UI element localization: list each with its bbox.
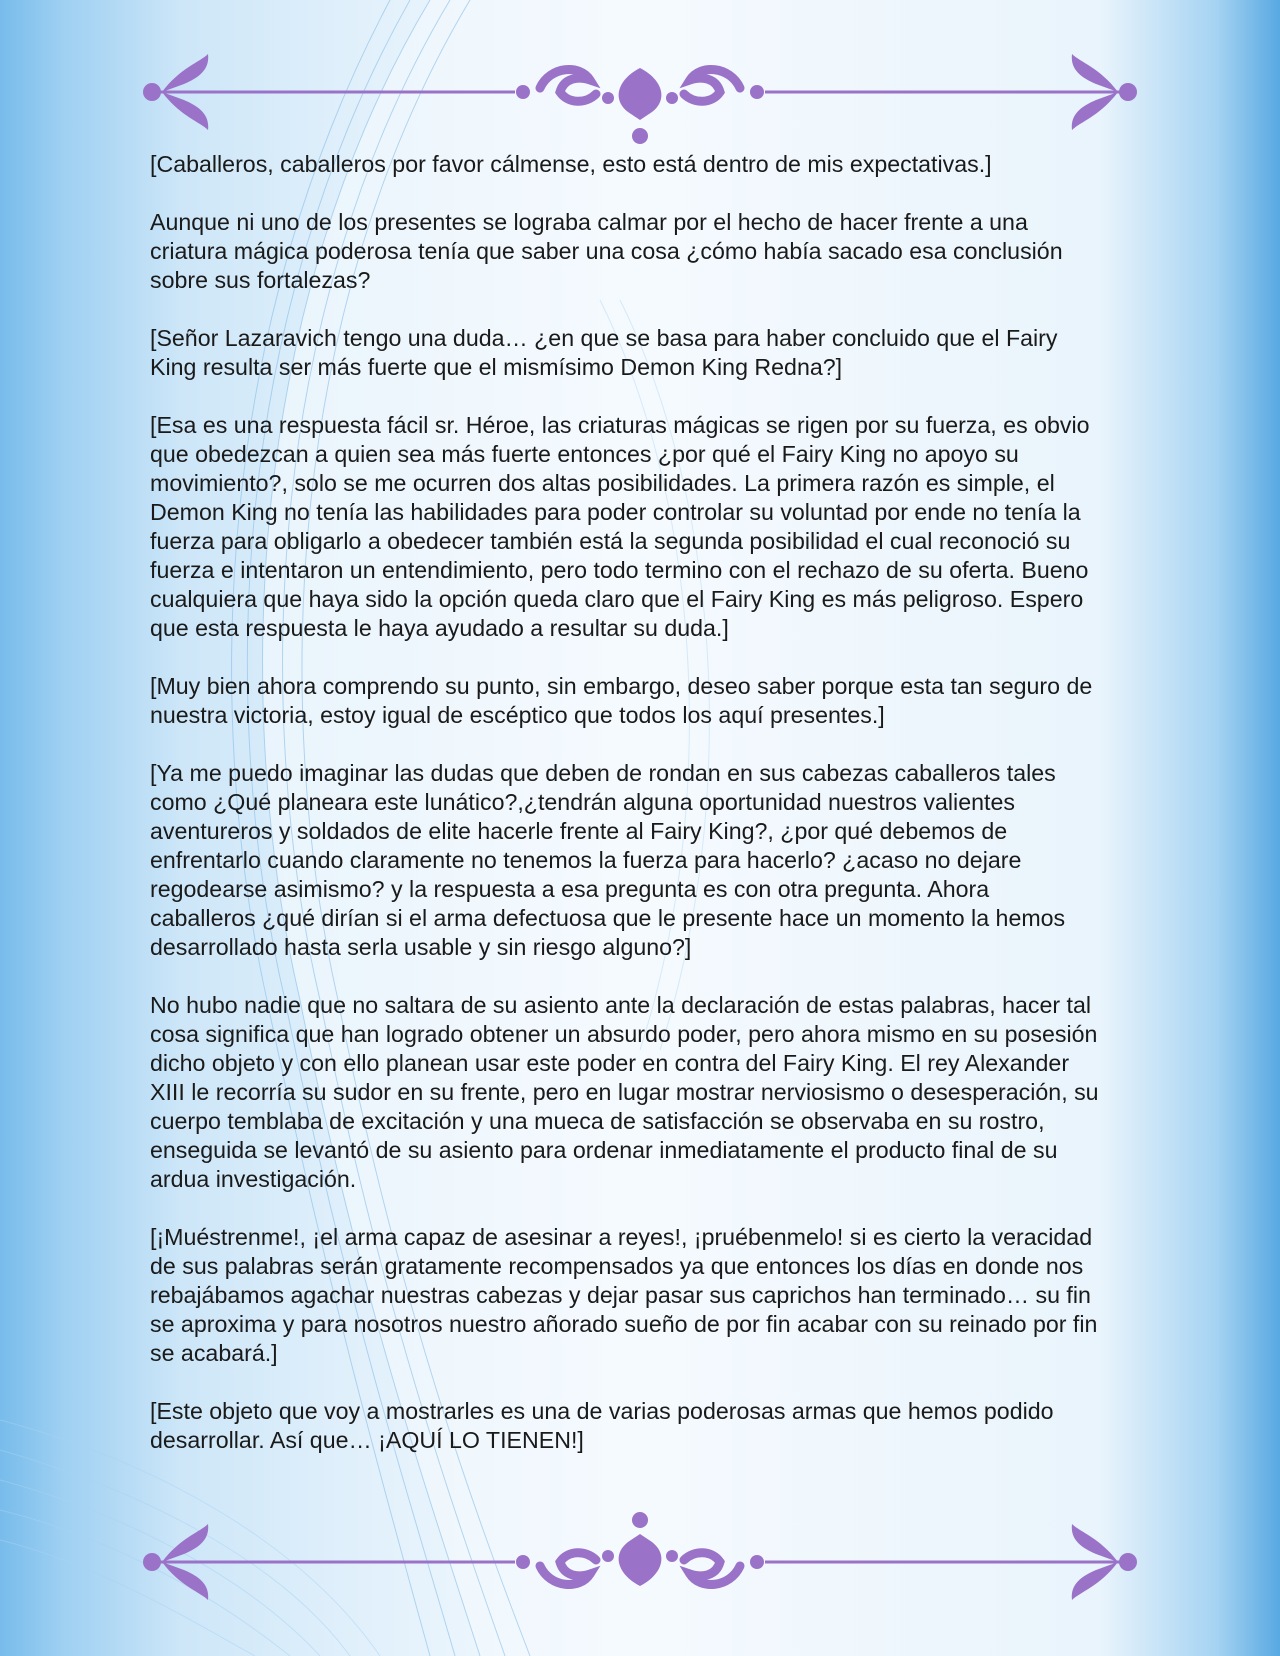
top-ornament-divider-icon: [140, 48, 1140, 148]
paragraph: [Ya me puedo imaginar las dudas que deben de rondan en sus cabezas caballeros tales como ¿Qué planeara este lunático?,¿tendrán alguna oportunidad nuestros valientes aventureros y soldados de elite hacerle frente al Fairy King?, ¿por qué debemos de enfrentarlo cuando claramente no tenemos la fuerza para hacerlo? ¿acaso no dejare regodearse asimismo? y la respuesta a esa pregunta es con otra pregunta. Ahora caballeros ¿qué dirían si el arma defectuosa que le presente hace un momento la hemos desarrollado hasta serla usable y sin riesgo alguno?]: [150, 760, 1066, 960]
bottom-ornament-divider-icon: [140, 1508, 1140, 1608]
paragraph: [¡Muéstrenme!, ¡el arma capaz de asesinar a reyes!, ¡pruébenmelo! si es cierto la veracidad de sus palabras serán gratamente recompensados ya que entonces los días en donde nos rebajábamos agachar nuestras cabezas y dejar pasar sus caprichos han terminado… su fin se aproxima y para nosotros nuestro añorado sueño de por fin acabar con su reinado por fin se acabará.]: [150, 1224, 1098, 1366]
story-text: [150, 150, 1100, 1484]
paragraph: No hubo nadie que no saltara de su asiento ante la declaración de estas palabras, hacer tal cosa significa que han logrado obtener un absurdo poder, pero ahora mismo en su posesión dicho objeto y con ello planean usar este poder en contra del Fairy King. El rey Alexander XIII le recorría su sudor en su frente, pero en lugar mostrar nerviosismo o desesperación, su cuerpo temblaba de excitación y una mueca de satisfacción se observaba en su rostro, enseguida se levantó de su asiento para ordenar inmediatamente el producto final de su ardua investigación.: [150, 992, 1099, 1192]
paragraph: [Esa es una respuesta fácil sr. Héroe, las criaturas mágicas se rigen por su fuerza, es obvio que obedezcan a quien sea más fuerte entonces ¿por qué el Fairy King no apoyo su movimiento?, solo se me ocurren dos altas posibilidades. La primera razón es simple, el Demon King no tenía las habilidades para poder controlar su voluntad por ende no tenía la fuerza para obligarlo a obedecer también está la segunda posibilidad el cual reconoció su fuerza e intentaron un entendimiento, pero todo termino con el rechazo de su oferta. Bueno cualquiera que haya sido la opción queda claro que el Fairy King es más peligroso. Espero que esta respuesta le haya ayudado a resultar su duda.]: [150, 412, 1090, 641]
paragraph: [Caballeros, caballeros por favor cálmense, esto está dentro de mis expectativas.]: [150, 151, 992, 177]
paragraph: [Señor Lazaravich tengo una duda… ¿en que se basa para haber concluido que el Fairy King resulta ser más fuerte que el mismísimo Demon King Redna?]: [150, 325, 1058, 380]
paragraph: Aunque ni uno de los presentes se lograba calmar por el hecho de hacer frente a una criatura mágica poderosa tenía que saber una cosa ¿cómo había sacado esa conclusión sobre sus fortalezas?: [150, 209, 1063, 293]
paragraph: [Muy bien ahora comprendo su punto, sin embargo, deseo saber porque esta tan seguro de nuestra victoria, estoy igual de escéptico que todos los aquí presentes.]: [150, 673, 1093, 728]
paragraph: [Este objeto que voy a mostrarles es una de varias poderosas armas que hemos podido desarrollar. Así que… ¡AQUÍ LO TIENEN!]: [150, 1398, 1054, 1453]
